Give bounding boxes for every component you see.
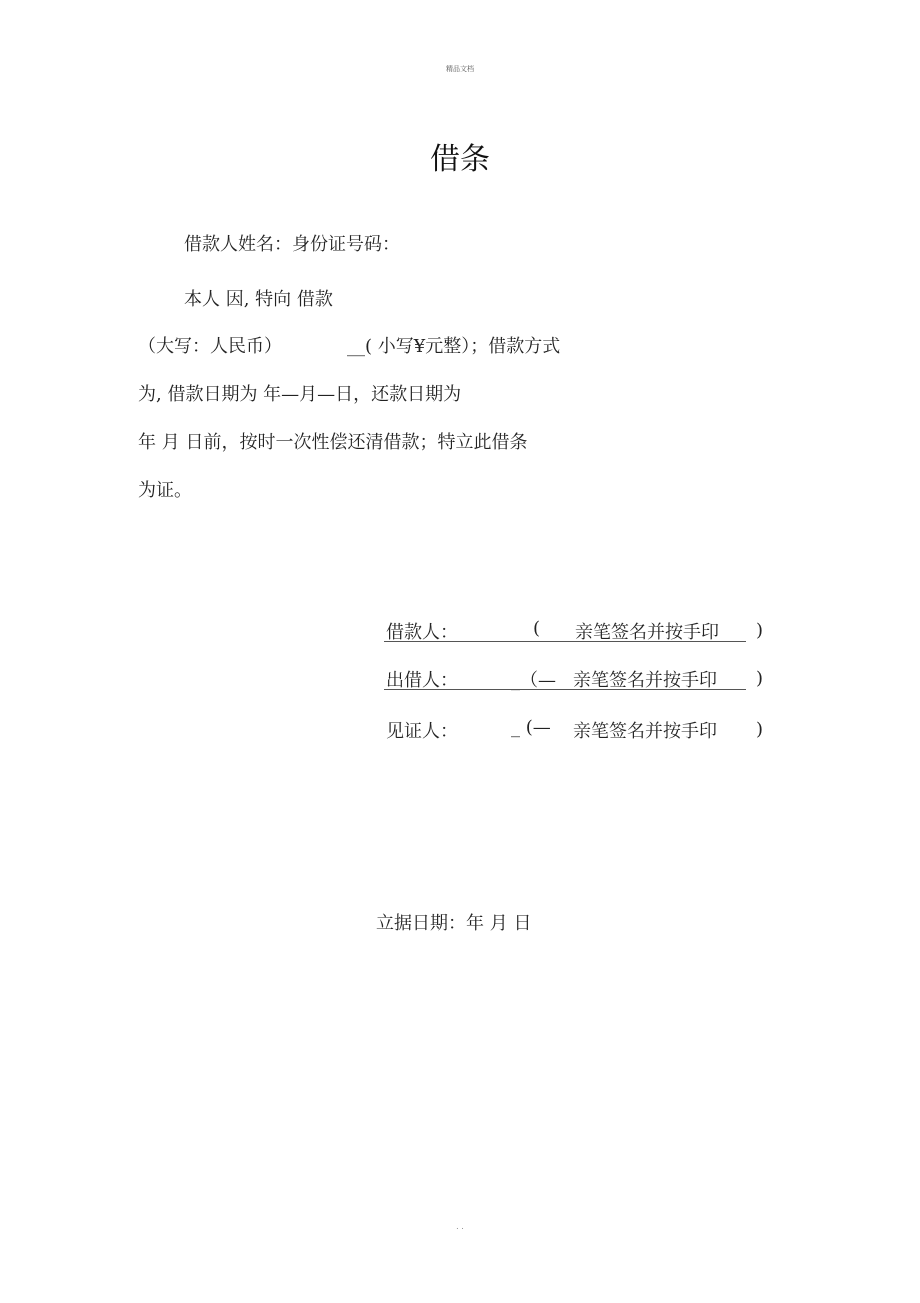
witness-signature-note: 亲笔签名并按手印 xyxy=(573,721,717,742)
body-line-3-amount-figures: __( 小写¥元整）；借款方式 xyxy=(347,336,561,357)
lender-paren-close: ) xyxy=(756,668,764,689)
page-header: 精品文档 xyxy=(446,65,474,73)
body-line-4: 为, 借款日期为 年—月—日，还款日期为 xyxy=(138,384,462,405)
body-line-6: 为证。 xyxy=(138,480,192,501)
page-footer: . . xyxy=(456,1222,464,1231)
lender-label: 出借人： xyxy=(386,670,458,691)
lender-paren-open: _（— xyxy=(511,670,556,691)
body-line-3-amount-words: （大写：人民币） xyxy=(138,336,282,357)
body-line-5: 年 月 日前，按时一次性偿还清借款；特立此借条 xyxy=(138,432,528,453)
borrower-label: 借款人： xyxy=(386,622,458,643)
lender-signature-line xyxy=(384,689,746,690)
borrower-paren-close: ) xyxy=(756,620,764,641)
lender-signature-note: 亲笔签名并按手印 xyxy=(573,670,717,691)
witness-paren-close: ) xyxy=(756,719,764,740)
borrower-info-line: 借款人姓名：身份证号码： xyxy=(184,234,400,255)
witness-paren-open: _ (— xyxy=(511,717,551,738)
body-line-2: 本人 因, 特向 借款 xyxy=(184,289,333,310)
witness-label: 见证人： xyxy=(386,721,458,742)
borrower-paren-open: ( xyxy=(533,618,541,639)
borrower-signature-line xyxy=(384,641,746,642)
document-title: 借条 xyxy=(430,142,490,177)
borrower-signature-note: 亲笔签名并按手印 xyxy=(575,622,719,643)
document-date-line: 立据日期：年 月 日 xyxy=(376,913,532,934)
